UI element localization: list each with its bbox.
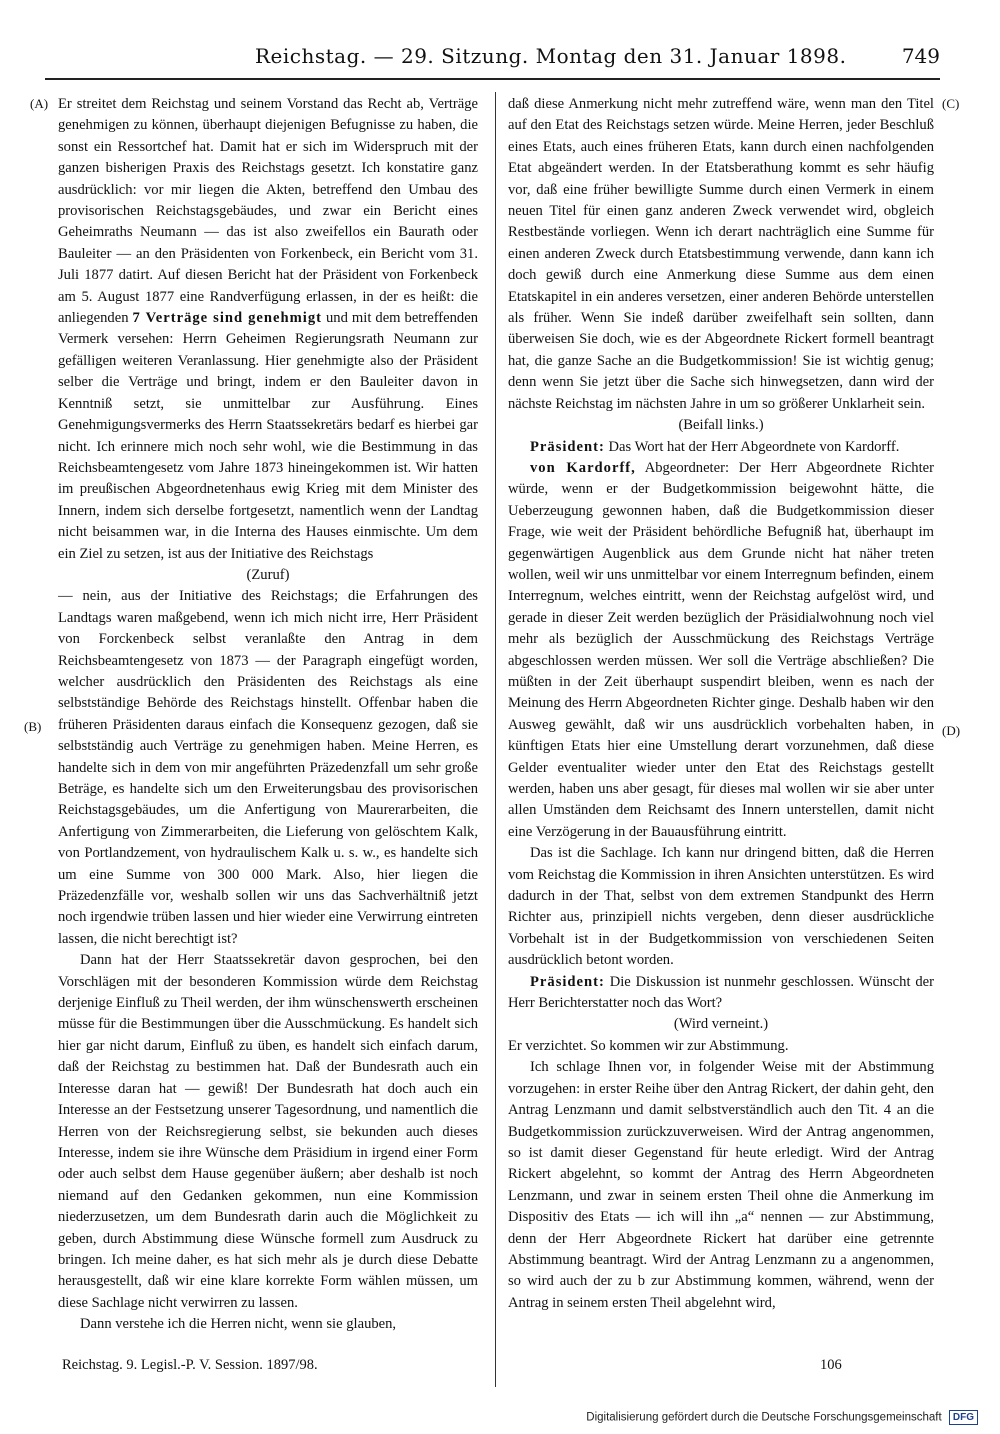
page-header [45, 42, 940, 72]
digitization-credit [586, 1410, 978, 1425]
margin-marker-d: (D) [942, 723, 961, 738]
speaker-paragraph [508, 458, 934, 843]
paragraph: Ich schlage Ihnen vor, in folgender Weise mit der Abstimmung vorzugehen: in erster Reihe über den Antrag Rickert, der dahin geht, den Antrag Lenzmann und damit selbstverständlich auch den Tit. 4 an die Budgetkommission zurückzuverweisen. Wird der Antrag angenommen, so ist damit dieser Gegenstand für heute erledigt. Wird der Antrag Rickert abgelehnt, so kommt der Antrag des Herrn Abgeordneten Lenzmann, und zwar in seinem ersten Theil ohne die Anmerkung im Dispositiv des Etats — ich will ihn „a“ nennen — zur Abstimmung, denn der Herr Abgeordnete Rickert hat darüber eine getrennte Abstimmung beantragt. Wird der Antrag Lenzmann zu a angenommen, so wird auch der zu b zur Abstimmung kommen, während, wenn der Antrag in seinem ersten Theil abgelehnt wird, [508, 1059, 934, 1311]
emphasis-text: 7 Verträge sind genehmigt [132, 310, 322, 327]
paragraph: Dann verstehe ich die Herren nicht, wenn sie glauben, [80, 1316, 397, 1333]
paragraph-text: Das Wort hat der Herr Abgeordnete von Kardorff. [604, 438, 900, 455]
speaker-name: Präsident: [530, 438, 605, 455]
paragraph-text: und mit dem betreffenden Vermerk versehen: Herrn Geheimen Regierungsrath Neumann zur gefälligen weiteren Veranlassung. Hier genehmigte also der Präsident selber die Verträge und bringt, indem er den Bauleiter davon in Kenntniß setzt, sie unmittelbar zur Ausführung. Eines Genehmigungsvermerks des Herrn Staatssekretärs bedarf es hierbei gar nicht. Ich erinnere mich noch sehr wohl, wie die Bestimmung in das Reichsbeamtengesetz vom Jahre 1873 hineingekommen ist. Wir hatten im preußischen Abgeordnetenhaus ewig Krieg mit dem Minister des Innern, indem sich derselbe fortgesetzt, namentlich wenn der Landtag nicht beisammen war, in die Interna des Hauses einmischte. Um dem ein Ziel zu setzen, ist aus der Initiative des Reichstags [58, 310, 478, 562]
header-rule [45, 78, 940, 80]
footer-session: Reichstag. 9. Legisl.-P. V. Session. 1897/98. [62, 1357, 318, 1373]
speaker-name: Präsident: [530, 973, 605, 990]
speaker-paragraph [508, 437, 934, 458]
paragraph: daß diese Anmerkung nicht mehr zutreffend wäre, wenn man den Titel auf den Etat des Reichstags setzen würde. Meine Herren, jeder Beschluß eines Etats, auch eines früheren Etats, kann durch einen nachfolgenden Etat abgeändert werden. In der Etatsberathung kommt es sehr häufig vor, daß eine früher bewilligte Summe durch einen Vermerk in einem neuen Titel für einen ganz anderen Zweck verwendet wird, obgleich Restbestände vorliegen. Wenn ich derart nachträglich eine Summe für einen anderen Zweck durch Etatsbestimmung verwende, dann kann ich doch gewiß durch eine Anmerkung diese Summe aus dem einen Etatskapitel in ein anderes versetzen, einer anderen Behörde unterstellen als früher. Wenn Sie indeß darüber zweifelhaft sein sollten, dann überweisen Sie doch, wie es der Abgeordnete Rickert formell beantragt hat, die ganze Sache an die Budgetkommission! Sie ist wichtig genug; denn wenn Sie jetzt über die Sache sich hinwegsetzen, dann wird der nächste Reichstag im nächsten Jahre in um so größerer Unklarheit sein. [508, 96, 934, 412]
paragraph [58, 94, 478, 565]
paragraph-text: Abgeordneter: Der Herr Abgeordnete Richter würde, wenn er der Budgetkommission beigewohnt hätte, die Ueberzeugung gewonnen haben, daß die Budgetkommission dieser Frage, wie weit der Präsident behördliche Befugniß hat, überhaupt im gegenwärtigen Augenblick aus dem Grunde nicht hat näher treten wollen, weil wir uns unmittelbar vor einem Interregnum befinden, einem Interregnum, welches eintritt, wenn der Reichstag aufgelöst wird, und gerade in dieser Zeit werden bezüglich der Präsidialwohnung noch viel mehr als bezüglich der Ausschmückung des Reichstags Verträge abgeschlossen werden müssen. Wer soll die Verträge abschließen? Die müßten in der Zeit überhaupt suspendirt bleiben, wenn es nach der Meinung des Herrn Abgeordneten Richter ginge. Deshalb haben wir den Ausweg gewählt, daß wir uns ausdrücklich vorbehalten haben, in künftigen Etats hier eine Umstellung derart vorzunehmen, daß diese Gelder eventualiter wieder unter den Etat des Reichstags gestellt werden, haben uns aber gesagt, für dieses mal wollen wir sie aber unter allen Umständen dem Reichsamt des Innern unterstellen, damit nicht eine Verzögerung in der Bauausführung eintritt. [508, 459, 934, 840]
right-column [508, 94, 934, 1334]
page-number: 749 [901, 44, 940, 68]
paragraph: Dann hat der Herr Staatssekretär davon gesprochen, bei den Vorschlägen mit der besonderen Kommission würde dem Reichstag derjenige Einfluß zu Theil werden, der ihm wünschenswerth erscheinen müsse für die Bestimmungen über die Ausschmückung. Es handelt sich hier gar nicht darum, Einfluß zu üben, es handelt sich einfach darum, daß der Reichstag zu bestimmen hat. Daß der Bundesrath auch ein Interesse daran hat — gewiß! Der Bundesrath hat doch auch ein Interesse an der Festsetzung unserer Tagesordnung, und namentlich die Herren von der Reichsregierung selbst, sie bekunden auch dieses Interesse, indem sie ihre Wünsche dem Präsidium in irgend einer Form oder auch selbst dem Hause gegenüber äußern; aber deshalb ist noch niemand auf den Gedanken gekommen, nun eine Kommission niederzusetzen, um dem Bundesrath darin auch die Möglichkeit zu geben, durch Abstimmung diese Wünsche formell zum Ausdruck zu bringen. Ich meine daher, es hat sich mehr als je durch diese Debatte herausgestellt, daß wir eine klare korrekte Form wählen müssen, um diese Sachlage nicht verwirren zu lassen. [58, 952, 478, 1311]
running-head: Reichstag. — 29. Sitzung. Montag den 31. Januar 1898. [255, 44, 847, 68]
interjection: (Zuruf) [246, 566, 290, 583]
column-divider [495, 92, 496, 1387]
paragraph: Das ist die Sachlage. Ich kann nur dringend bitten, daß die Herren vom Reichstag die Kommission in ihren Ansichten unterstützen. Es wird dadurch in der That, selbst von dem extremen Standpunkt des Herrn Richter aus, prinzipiell nichts vergeben, denn dieser ausdrückliche Vorbehalt ist in der Budgetkommission von verschiedenen Seiten ausdrücklich betont worden. [508, 845, 934, 969]
footer-sheet-number: 106 [820, 1357, 842, 1373]
credit-text: Digitalisierung gefördert durch die Deutsche Forschungsgemeinschaft [586, 1411, 942, 1424]
speaker-name: von Kardorff, [530, 459, 636, 476]
paragraph: Er verzichtet. So kommen wir zur Abstimmung. [508, 1037, 789, 1054]
margin-marker-b: (B) [24, 719, 42, 734]
margin-marker-a: (A) [30, 96, 49, 111]
interjection: (Wird verneint.) [673, 1016, 769, 1033]
left-column [58, 94, 478, 1334]
dfg-logo-icon: DFG [949, 1410, 978, 1425]
paragraph-text: Er streitet dem Reichstag und seinem Vorstand das Recht ab, Verträge genehmigen zu können, überhaupt diejenigen Befugnisse zu haben, die sonst ein Ressortchef hat. Damit hat er sich im Widerspruch mit der ganzen bisherigen Praxis des Reichstags gesetzt. Ich konstatire ganz ausdrücklich: vor mir liegen die Akten, betreffend den Umbau des provisorischen Reichstagsgebäudes, und zwar ein Bericht eines Geheimraths Neumann — das ist also zweifellos ein Baurath oder Bauleiter — an den Präsidenten von Forkenbeck, ein Bericht vom 31. Juli 1877 datirt. Auf diesen Bericht hat der Präsident von Forkenbeck am 5. August 1877 eine Randverfügung erlassen, in der es heißt: die anliegenden [58, 96, 478, 327]
paragraph: — nein, aus der Initiative des Reichstags; die Erfahrungen des Landtags waren maßgebend, wenn ich mich nicht irre, Herr Präsident von Forckenbeck selbst veranlaßte den Antrag in dem Reichsbeamtengesetz von 1873 — der Paragraph eingefügt worden, welcher ausdrücklich den Präsidenten des Reichstags als eine selbstständige Behörde des Reichstags hinstellt. Offenbar haben die früheren Präsidenten daraus einfach die Konsequenz gezogen, daß sie selbstständig auch Verträge zu genehmigen haben. Meine Herren, es handelte sich in dem von mir angeführten Präzedenzfall um sehr große Beträge, es handelte sich um den Erweiterungsbau des provisorischen Reichstagsgebäudes, um die Anfertigung von Maurerarbeiten, die Anfertigung von Zimmerarbeiten, die Lieferung von gelöschtem Kalk, von Portlandzement, von hydraulischem Kalk u. s. w., es handelte sich um eine Summe von 300 000 Mark. Also, hier liegen die Präzedenzfälle vor, weshalb sollen wir uns das Sachverhältniß jetzt noch irgendwie trüben lassen und hier wieder eine Verwirrung eintreten lassen, die nicht berechtigt ist? [58, 588, 478, 947]
paragraph-text: Die Diskussion ist nunmehr geschlossen. Wünscht der Herr Berichterstatter noch das Wort? [508, 973, 934, 1012]
speaker-paragraph [508, 972, 934, 1015]
margin-marker-c: (C) [942, 96, 960, 111]
interjection: (Beifall links.) [678, 417, 764, 434]
